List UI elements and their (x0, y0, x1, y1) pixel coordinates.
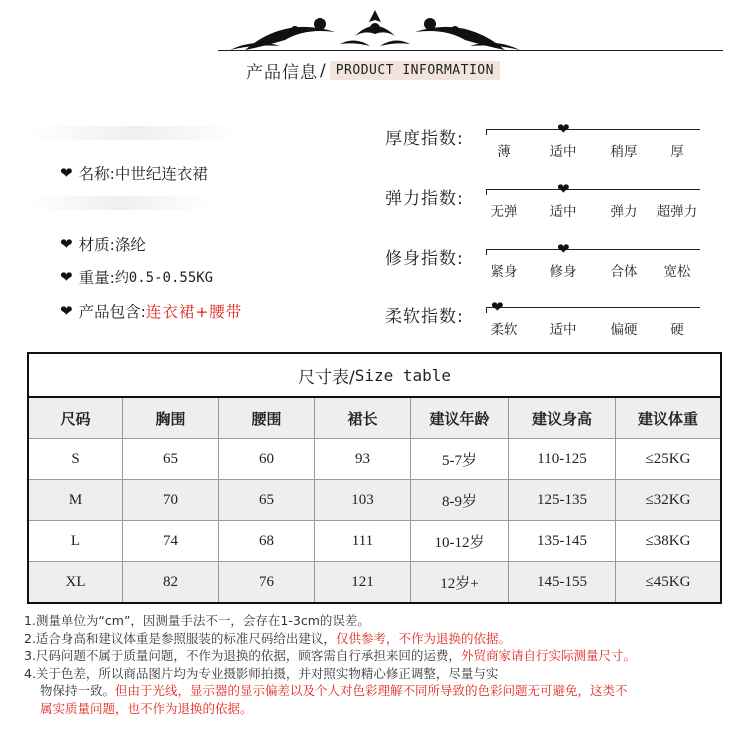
note-text: 1.测量单位为“cm”，因测量手法不一，会存在1-3cm的误差。 (24, 613, 370, 628)
size-table (27, 352, 722, 604)
table-cell: 125-135 (509, 480, 616, 520)
table-cell: 5-7岁 (411, 439, 509, 479)
heart-icon: ❤ (60, 268, 73, 286)
table-cell: 110-125 (509, 439, 616, 479)
index-scale-line (486, 249, 700, 250)
size-table-title-en: Size table (354, 365, 452, 385)
index-option: 适中 (549, 322, 577, 338)
table-cell: 65 (219, 480, 315, 520)
note-text: 物保持一致。 (40, 683, 116, 698)
table-cell: ≤45KG (616, 562, 720, 602)
selected-heart-icon: ❤ (491, 298, 504, 316)
note-item (24, 682, 740, 700)
heart-icon: ❤ (60, 302, 73, 320)
table-row (29, 439, 720, 480)
size-table-title-cn: 尺寸表/ (297, 367, 355, 388)
column-header: 尺码 (29, 398, 123, 438)
product-name (60, 162, 208, 184)
table-cell: 10-12岁 (411, 521, 509, 561)
table-cell: 82 (123, 562, 219, 602)
product-weight (60, 266, 213, 288)
table-cell: 145-155 (509, 562, 616, 602)
note-text: 2.适合身高和建议体重是参照服装的标准尺码给出建议， (24, 630, 336, 646)
note-item (24, 612, 740, 630)
table-cell: 65 (123, 439, 219, 479)
product-includes-value: 连衣裙+腰带 (145, 303, 243, 321)
table-cell: 103 (315, 480, 411, 520)
index-option: 硬 (670, 322, 684, 338)
table-row (29, 562, 720, 602)
table-cell: 68 (219, 521, 315, 561)
index-scale-tick (486, 249, 487, 255)
table-cell: 60 (219, 439, 315, 479)
selected-heart-icon: ❤ (557, 120, 570, 138)
table-cell: 74 (123, 521, 219, 561)
table-cell: S (29, 439, 123, 479)
table-cell: 8-9岁 (411, 480, 509, 520)
index-option: 无弹 (490, 204, 518, 220)
index-option: 修身 (549, 264, 577, 280)
selected-heart-icon: ❤ (557, 240, 570, 258)
table-cell: 135-145 (509, 521, 616, 561)
size-table-title (29, 354, 720, 398)
selected-heart-icon: ❤ (557, 180, 570, 198)
product-material-label: 材质: (78, 236, 115, 254)
index-option: 宽松 (663, 264, 691, 280)
index-option: 合体 (610, 264, 638, 280)
table-cell: 12岁+ (411, 562, 509, 602)
index-option: 弹力 (610, 204, 638, 220)
note-warning: 外贸商家请自行实际测量尺寸。 (460, 648, 636, 663)
column-header: 建议身高 (509, 398, 616, 438)
column-header: 建议体重 (616, 398, 720, 438)
note-item (24, 665, 740, 683)
note-warning: 属实质量问题，也不作为退换的依据。 (40, 700, 253, 716)
product-includes (60, 300, 242, 322)
index-label: 厚度指数: (385, 129, 464, 149)
table-cell: ≤32KG (616, 480, 720, 520)
column-header: 腰围 (219, 398, 315, 438)
header-title-cn: 产品信息 (246, 63, 318, 83)
column-header: 胸围 (123, 398, 219, 438)
product-weight-label: 重量: (78, 269, 115, 287)
table-cell: 121 (315, 562, 411, 602)
note-item (24, 647, 740, 665)
index-option: 适中 (549, 204, 577, 220)
table-cell: 76 (219, 562, 315, 602)
product-weight-value: 约0.5-0.55KG (114, 270, 214, 286)
index-scale-line (486, 189, 700, 190)
header-slash: / (320, 60, 326, 81)
note-warning: 仅供参考，不作为退换的依据。 (335, 630, 511, 646)
index-label: 弹力指数: (385, 189, 464, 209)
index-label: 柔软指数: (385, 307, 464, 327)
table-cell: 93 (315, 439, 411, 479)
note-text: 4.关于色差，所以商品图片均为专业摄影师拍摄，并对照实物精心修正调整，尽量与实 (24, 665, 499, 681)
notes-section (24, 612, 740, 717)
table-cell: XL (29, 562, 123, 602)
table-cell: M (29, 480, 123, 520)
column-header: 裙长 (315, 398, 411, 438)
table-cell: ≤25KG (645, 450, 691, 467)
faded-decoration (30, 126, 240, 140)
column-header: 建议年龄 (411, 398, 509, 438)
index-scale-tick (486, 129, 487, 135)
index-option: 薄 (497, 144, 511, 160)
note-item (24, 630, 740, 648)
note-text: 3.尺码问题不属于质量问题，不作为退换的依据，顾客需自行承担来回的运费， (24, 648, 461, 663)
table-cell: L (29, 521, 123, 561)
index-option: 偏硬 (610, 322, 638, 338)
table-header-row (29, 398, 720, 439)
product-name-value: 中世纪连衣裙 (114, 165, 208, 183)
header-divider (218, 50, 723, 51)
index-option: 适中 (549, 144, 577, 160)
product-material (60, 233, 146, 255)
table-row (29, 521, 720, 562)
index-label: 修身指数: (385, 249, 464, 269)
index-scale-line (486, 129, 700, 130)
index-option: 柔软 (490, 322, 518, 338)
index-option: 厚 (670, 144, 684, 160)
note-item (24, 700, 740, 718)
index-option: 稍厚 (610, 144, 638, 160)
table-cell: 111 (315, 521, 411, 561)
product-name-label: 名称: (78, 165, 115, 183)
table-cell: 70 (123, 480, 219, 520)
product-includes-label: 产品包含: (78, 303, 146, 321)
index-option: 超弹力 (656, 204, 698, 220)
index-scale-line (486, 307, 700, 308)
heart-icon: ❤ (60, 164, 73, 182)
table-cell: ≤38KG (645, 532, 691, 549)
header-title-en: PRODUCT INFORMATION (330, 61, 500, 80)
faded-decoration (30, 196, 210, 210)
index-scale-tick (486, 189, 487, 195)
note-warning: 但由于光线，显示器的显示偏差以及个人对色彩理解不同所导致的色彩问题无可避免，这类不 (115, 683, 628, 698)
ornament-decoration (225, 6, 525, 52)
index-scale-tick (486, 307, 487, 313)
index-option: 紧身 (490, 264, 518, 280)
table-row (29, 480, 720, 521)
product-material-value: 涤纶 (114, 236, 146, 254)
section-header (246, 58, 500, 83)
heart-icon: ❤ (60, 235, 73, 253)
